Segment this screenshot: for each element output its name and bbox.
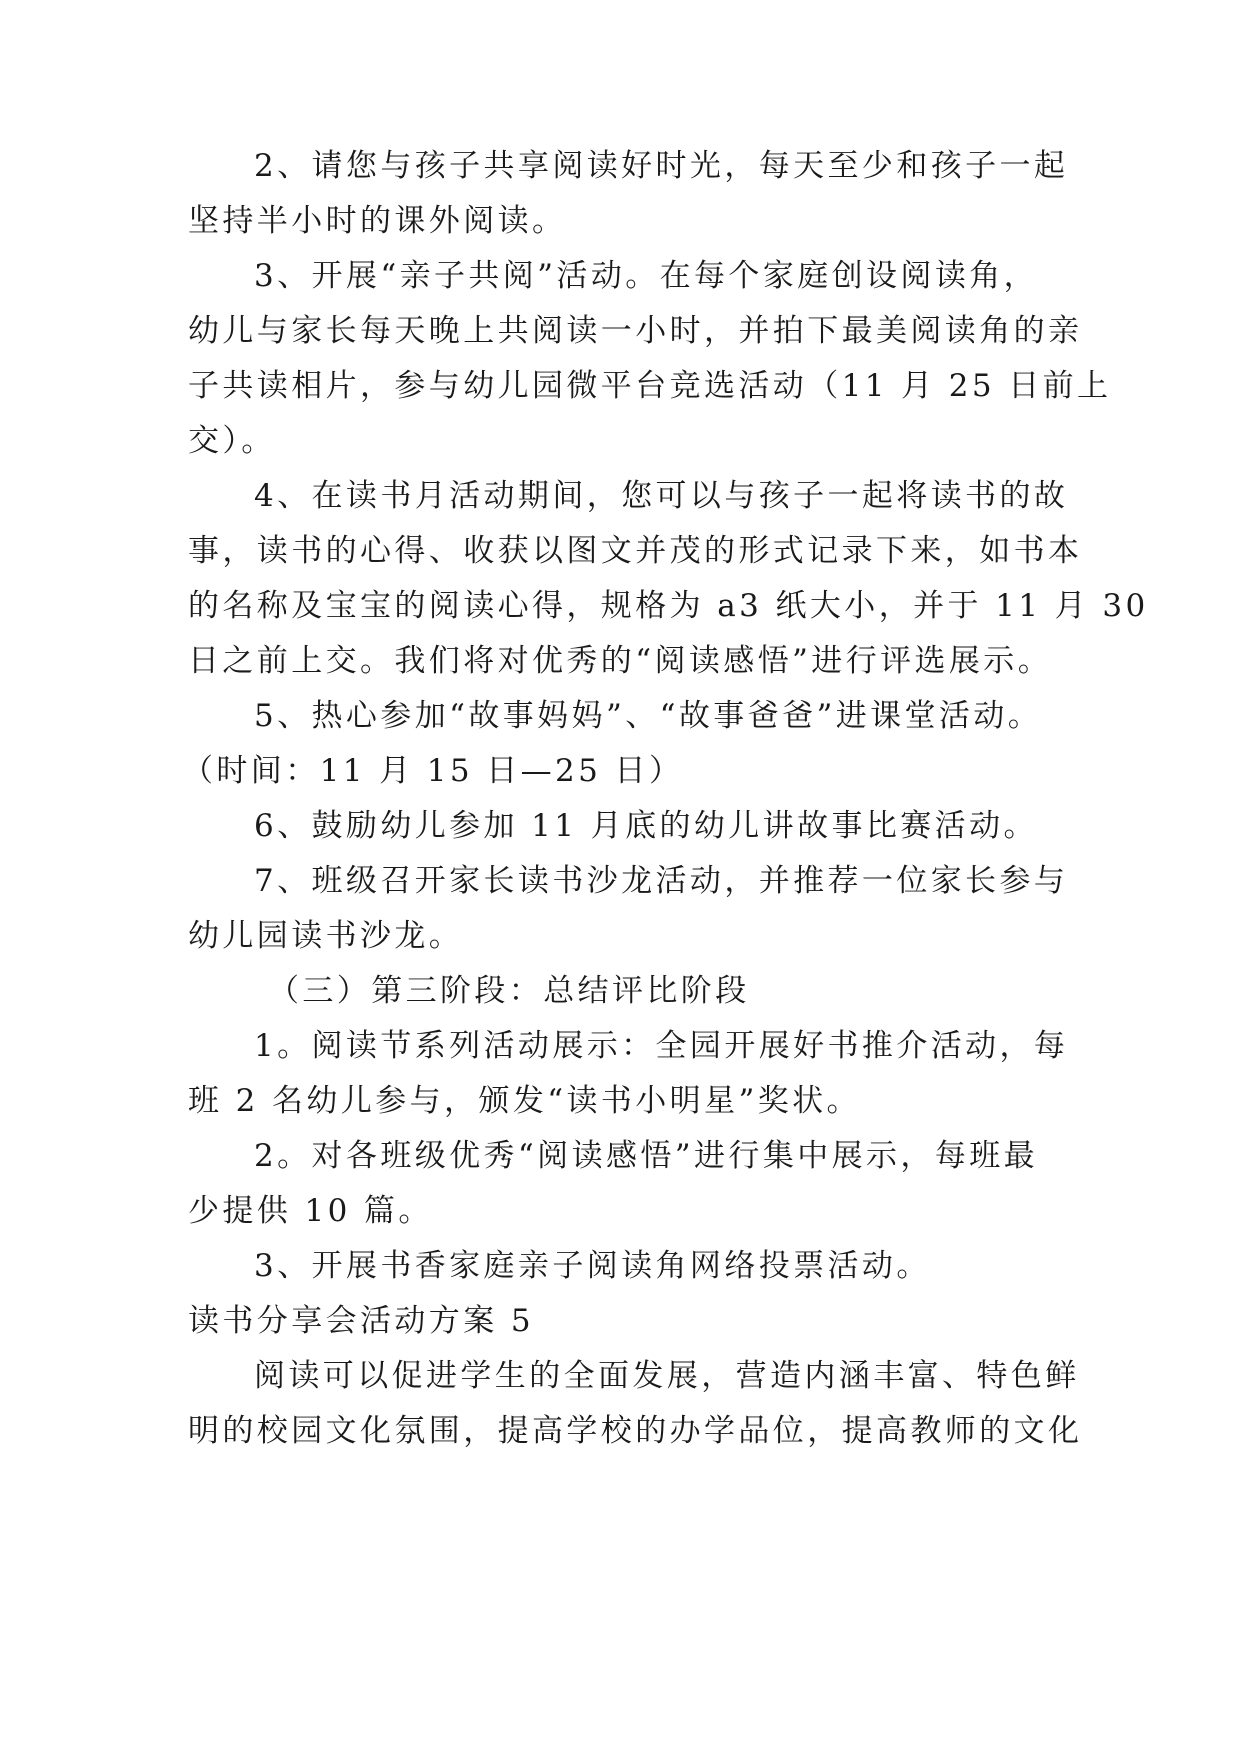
paragraph-line: 阅读可以促进学生的全面发展，营造内涵丰富、特色鲜 bbox=[254, 1358, 1080, 1394]
paragraph-line: 6、鼓励幼儿参加 11 月底的幼儿讲故事比赛活动。 bbox=[254, 808, 1038, 844]
paragraph-line: 3、开展书香家庭亲子阅读角网络投票活动。 bbox=[254, 1248, 931, 1284]
paragraph-line: 坚持半小时的课外阅读。 bbox=[188, 203, 567, 239]
paragraph-line: 事，读书的心得、收获以图文并茂的形式记录下来，如书本 bbox=[188, 533, 1083, 569]
paragraph-line: 7、班级召开家长读书沙龙活动，并推荐一位家长参与 bbox=[254, 863, 1069, 899]
paragraph-line: 的名称及宝宝的阅读心得，规格为 a3 纸大小，并于 11 月 30 bbox=[188, 588, 1149, 624]
paragraph-line: 3、开展“亲子共阅”活动。在每个家庭创设阅读角， bbox=[254, 258, 1039, 294]
paragraph-line: 1。阅读节系列活动展示：全园开展好书推介活动，每 bbox=[254, 1028, 1069, 1064]
paragraph-line: 班 2 名幼儿参与，颁发“读书小明星”奖状。 bbox=[188, 1083, 861, 1119]
paragraph-line: 2、请您与孩子共享阅读好时光，每天至少和孩子一起 bbox=[254, 148, 1069, 184]
paragraph-line: 少提供 10 篇。 bbox=[188, 1193, 433, 1229]
paragraph-line: 4、在读书月活动期间，您可以与孩子一起将读书的故 bbox=[254, 478, 1069, 514]
document-subtitle: 读书分享会活动方案 5 bbox=[188, 1303, 534, 1339]
paragraph-line: 交）。 bbox=[188, 423, 276, 459]
paragraph-line: 日之前上交。我们将对优秀的“阅读感悟”进行评选展示。 bbox=[188, 643, 1053, 679]
paragraph-line: 幼儿与家长每天晚上共阅读一小时，并拍下最美阅读角的亲 bbox=[188, 313, 1083, 349]
paragraph-line: 幼儿园读书沙龙。 bbox=[188, 918, 464, 954]
paragraph-line: 2。对各班级优秀“阅读感悟”进行集中展示，每班最 bbox=[254, 1138, 1039, 1174]
section-heading: （三）第三阶段：总结评比阶段 bbox=[268, 973, 750, 1009]
paragraph-line: 5、热心参加“故事妈妈”、“故事爸爸”进课堂活动。 bbox=[254, 698, 1043, 734]
paragraph-line: 明的校园文化氛围，提高学校的办学品位，提高教师的文化 bbox=[188, 1413, 1083, 1449]
paragraph-line: （时间：11 月 15 日—25 日） bbox=[182, 753, 684, 789]
paragraph-line: 子共读相片，参与幼儿园微平台竞选活动（11 月 25 日前上 bbox=[188, 368, 1112, 404]
